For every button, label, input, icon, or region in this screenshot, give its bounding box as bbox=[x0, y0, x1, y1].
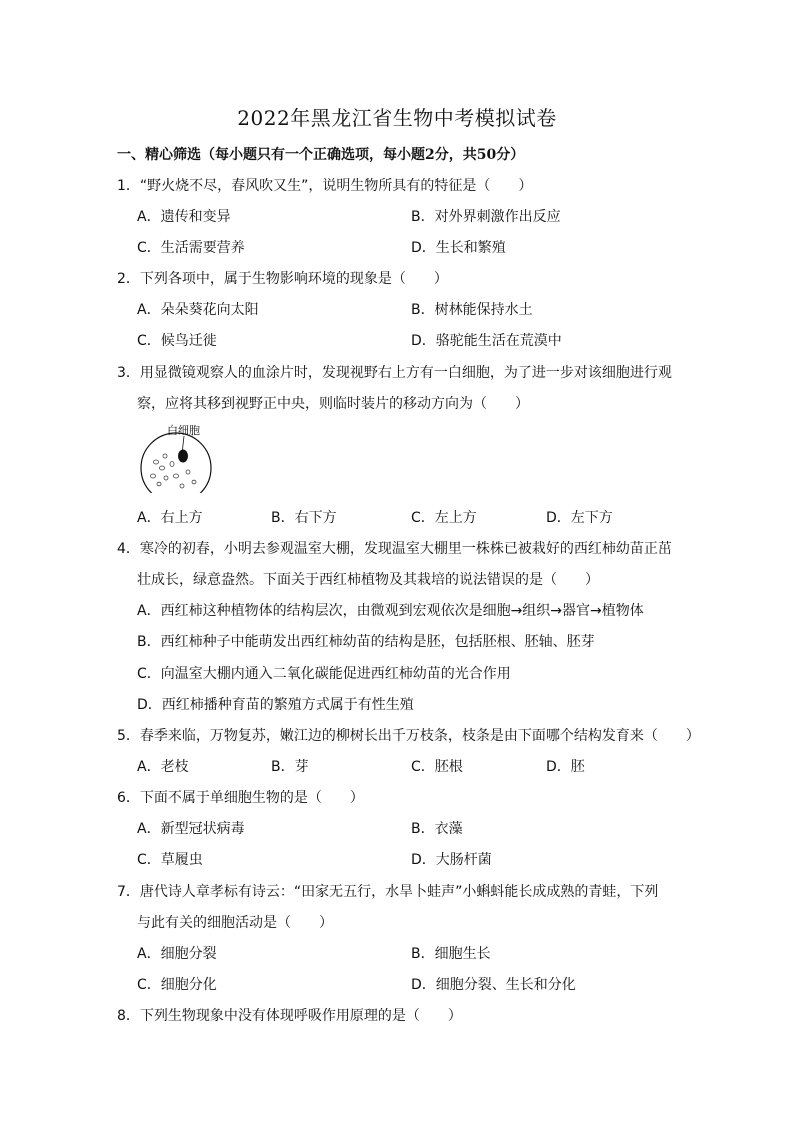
q6-option-b[interactable]: B．衣藻 bbox=[411, 821, 463, 837]
q2-option-c[interactable]: C．候鸟迁徙 bbox=[137, 333, 217, 349]
white-blood-cell bbox=[178, 450, 188, 463]
q1-option-d[interactable]: D．生长和繁殖 bbox=[411, 240, 506, 256]
q4-option-d[interactable]: D．西红柿播种育苗的繁殖方式属于有性生殖 bbox=[137, 697, 414, 713]
q6-option-d[interactable]: D．大肠杆菌 bbox=[411, 852, 492, 868]
q3-option-d[interactable]: D．左下方 bbox=[546, 510, 613, 526]
q4-option-b[interactable]: B．西红柿种子中能萌发出西红柿幼苗的结构是胚，包括胚根、胚轴、胚芽 bbox=[137, 634, 595, 650]
q4-option-a[interactable]: A．西红柿这种植物体的结构层次，由微观到宏观依次是细胞→组织→器官→植物体 bbox=[137, 603, 644, 619]
page-title: 2022年黑龙江省生物中考模拟试卷 bbox=[237, 106, 557, 130]
question-8: 8．下列生物现象中没有体现呼吸作用原理的是（ ） bbox=[117, 1008, 462, 1024]
q3-option-b[interactable]: B．右下方 bbox=[271, 510, 337, 526]
q6-option-c[interactable]: C．草履虫 bbox=[137, 852, 203, 868]
question-3: 3．用显微镜观察人的血涂片时，发现视野右上方有一白细胞，为了进一步对该细胞进行观 bbox=[117, 365, 672, 381]
q1-option-c[interactable]: C．生活需要营养 bbox=[137, 240, 245, 256]
question-1: 1．“野火烧不尽，春风吹又生”，说明生物所具有的特征是（ ） bbox=[117, 178, 533, 194]
q1-option-b[interactable]: B．对外界刺激作出反应 bbox=[411, 209, 561, 225]
q3-option-c[interactable]: C．左上方 bbox=[411, 510, 477, 526]
q5-option-a[interactable]: A．老枝 bbox=[137, 759, 189, 775]
q7-option-a[interactable]: A．细胞分裂 bbox=[137, 946, 217, 962]
q6-option-a[interactable]: A．新型冠状病毒 bbox=[137, 821, 245, 837]
question-5: 5．春季来临，万物复苏，嫩江边的柳树长出千万枝条，枝条是由下面哪个结构发育来（ ） bbox=[117, 728, 700, 744]
section-heading: 一、精心筛选（每小题只有一个正确选项，每小题2分，共50分） bbox=[117, 147, 525, 163]
field-of-view-circle bbox=[141, 433, 211, 493]
q2-option-a[interactable]: A．朵朵葵花向太阳 bbox=[137, 302, 259, 318]
question-4: 4．寒冷的初春，小明去参观温室大棚，发现温室大棚里一株株已被栽好的西红柿幼苗正茁 bbox=[117, 541, 672, 557]
q7-option-d[interactable]: D．细胞分裂、生长和分化 bbox=[411, 977, 576, 993]
q5-option-b[interactable]: B．芽 bbox=[271, 759, 309, 775]
q7-option-c[interactable]: C．细胞分化 bbox=[137, 977, 217, 993]
question-3-cont: 察，应将其移到视野正中央，则临时装片的移动方向为（ ） bbox=[137, 396, 529, 412]
q7-option-b[interactable]: B．细胞生长 bbox=[411, 946, 491, 962]
question-4-cont: 壮成长，绿意盎然。下面关于西红柿植物及其栽培的说法错误的是（ ） bbox=[137, 572, 599, 588]
q1-option-a[interactable]: A．遗传和变异 bbox=[137, 209, 231, 225]
question-2: 2．下列各项中，属于生物影响环境的现象是（ ） bbox=[117, 271, 448, 287]
q2-option-d[interactable]: D．骆驼能生活在荒漠中 bbox=[411, 333, 562, 349]
q3-option-a[interactable]: A．右上方 bbox=[137, 510, 203, 526]
q2-option-b[interactable]: B．树林能保持水土 bbox=[411, 302, 533, 318]
question-6: 6．下面不属于单细胞生物的是（ ） bbox=[117, 790, 364, 806]
question-7-cont: 与此有关的细胞活动是（ ） bbox=[137, 915, 333, 931]
q5-option-c[interactable]: C．胚根 bbox=[411, 759, 463, 775]
q5-option-d[interactable]: D．胚 bbox=[546, 759, 585, 775]
figure-label: 白细胞 bbox=[167, 424, 200, 437]
q4-option-c[interactable]: C．向温室大棚内通入二氧化碳能促进西红柿幼苗的光合作用 bbox=[137, 666, 511, 682]
question-7: 7．唐代诗人章孝标有诗云：“田家无五行，水旱卜蛙声”小蝌蚪能长成成熟的青蛙，下列 bbox=[117, 884, 659, 900]
microscope-field-figure bbox=[136, 418, 216, 493]
